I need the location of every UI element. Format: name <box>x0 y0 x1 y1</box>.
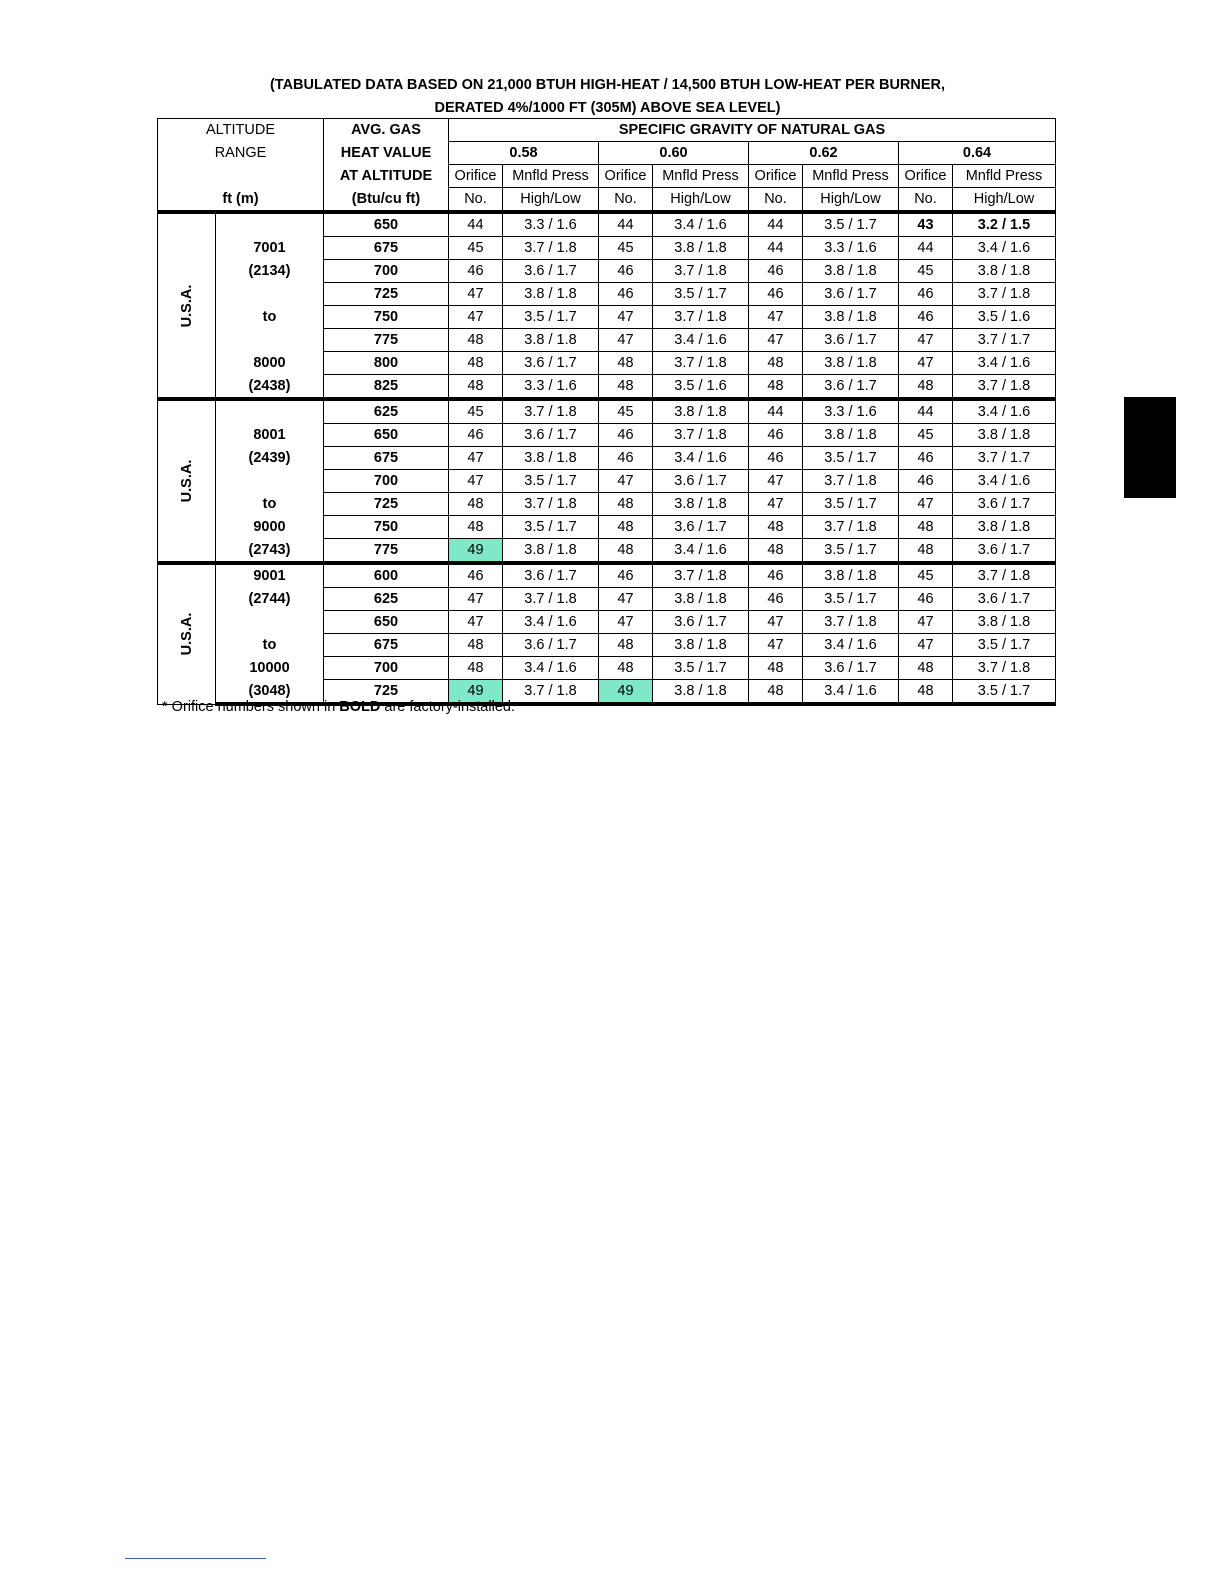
heat-value-cell: 650 <box>324 611 449 634</box>
orifice-cell: 47 <box>749 611 803 634</box>
altitude-range-cell: (2439) <box>216 447 324 470</box>
table-body <box>158 212 1056 704</box>
orifice-cell: 47 <box>449 283 503 306</box>
orifice-cell: 47 <box>749 634 803 657</box>
pressure-cell: 3.8 / 1.8 <box>653 493 749 516</box>
pressure-cell: 3.8 / 1.8 <box>653 588 749 611</box>
pressure-cell: 3.8 / 1.8 <box>503 539 599 564</box>
orifice-cell: 46 <box>899 306 953 329</box>
heat-value-cell: 675 <box>324 634 449 657</box>
orifice-cell: 47 <box>599 611 653 634</box>
heat-value-cell: 625 <box>324 399 449 424</box>
heat-value-cell: 800 <box>324 352 449 375</box>
pressure-cell: 3.5 / 1.7 <box>953 634 1056 657</box>
orifice-cell: 48 <box>749 516 803 539</box>
table-title <box>160 74 1055 120</box>
header-blank <box>158 165 324 188</box>
orifice-cell: 47 <box>899 611 953 634</box>
orifice-cell: 45 <box>899 563 953 588</box>
footnote <box>162 699 515 715</box>
pressure-cell: 3.4 / 1.6 <box>653 447 749 470</box>
orifice-cell: 45 <box>599 237 653 260</box>
orifice-cell: 47 <box>449 611 503 634</box>
title-line-2: DERATED 4%/1000 FT (305M) ABOVE SEA LEVEL) <box>434 100 781 116</box>
orifice-cell: 46 <box>449 424 503 447</box>
header-no: No. <box>599 188 653 213</box>
pressure-cell: 3.7 / 1.8 <box>653 306 749 329</box>
pressure-cell: 3.8 / 1.8 <box>953 260 1056 283</box>
altitude-range-cell <box>216 470 324 493</box>
header-orifice: Orifice <box>599 165 653 188</box>
table-row <box>158 237 1056 260</box>
heat-value-cell: 700 <box>324 470 449 493</box>
orifice-cell: 47 <box>899 329 953 352</box>
table-row <box>158 399 1056 424</box>
header-range: RANGE <box>158 142 324 165</box>
orifice-table <box>157 118 1056 706</box>
header-btu: (Btu/cu ft) <box>324 188 449 213</box>
header-altitude: ALTITUDE <box>158 119 324 142</box>
pressure-cell: 3.7 / 1.8 <box>803 516 899 539</box>
pressure-cell: 3.5 / 1.7 <box>503 306 599 329</box>
orifice-cell: 48 <box>449 634 503 657</box>
altitude-range-cell <box>216 283 324 306</box>
table-row <box>158 375 1056 400</box>
altitude-range-cell: to <box>216 634 324 657</box>
heat-value-cell: 725 <box>324 283 449 306</box>
heat-value-cell: 825 <box>324 375 449 400</box>
orifice-cell: 45 <box>899 260 953 283</box>
pressure-cell: 3.8 / 1.8 <box>503 329 599 352</box>
orifice-cell: 46 <box>899 447 953 470</box>
orifice-cell: 46 <box>599 563 653 588</box>
pressure-cell: 3.7 / 1.8 <box>953 375 1056 400</box>
pressure-cell: 3.4 / 1.6 <box>953 352 1056 375</box>
table-row <box>158 516 1056 539</box>
header-mnfld: Mnfld Press <box>503 165 599 188</box>
orifice-cell: 45 <box>449 237 503 260</box>
heat-value-cell: 675 <box>324 237 449 260</box>
table-row <box>158 588 1056 611</box>
orifice-cell: 47 <box>599 470 653 493</box>
pressure-cell: 3.8 / 1.8 <box>503 283 599 306</box>
orifice-cell: 49 <box>449 539 503 564</box>
altitude-range-cell: (3048) <box>216 680 324 705</box>
altitude-range-cell: 9000 <box>216 516 324 539</box>
pressure-cell: 3.6 / 1.7 <box>803 329 899 352</box>
altitude-range-cell <box>216 212 324 237</box>
pressure-cell: 3.6 / 1.7 <box>653 516 749 539</box>
altitude-range-cell: (2134) <box>216 260 324 283</box>
orifice-cell: 46 <box>599 260 653 283</box>
pressure-cell: 3.7 / 1.8 <box>653 260 749 283</box>
pressure-cell: 3.3 / 1.6 <box>803 399 899 424</box>
orifice-cell: 47 <box>599 329 653 352</box>
pressure-cell: 3.5 / 1.7 <box>953 680 1056 705</box>
header-ftm: ft (m) <box>158 188 324 213</box>
orifice-cell: 47 <box>449 306 503 329</box>
heat-value-cell: 625 <box>324 588 449 611</box>
pressure-cell: 3.7 / 1.8 <box>503 588 599 611</box>
table-row <box>158 329 1056 352</box>
orifice-cell: 48 <box>749 375 803 400</box>
pressure-cell: 3.4 / 1.6 <box>803 634 899 657</box>
pressure-cell: 3.6 / 1.7 <box>653 611 749 634</box>
pressure-cell: 3.5 / 1.7 <box>803 539 899 564</box>
pressure-cell: 3.6 / 1.7 <box>803 283 899 306</box>
region-cell <box>158 212 216 399</box>
heat-value-cell: 775 <box>324 329 449 352</box>
pressure-cell: 3.5 / 1.7 <box>803 588 899 611</box>
altitude-range-cell <box>216 399 324 424</box>
altitude-range-cell: (2743) <box>216 539 324 564</box>
pressure-cell: 3.4 / 1.6 <box>653 329 749 352</box>
orifice-cell: 48 <box>449 493 503 516</box>
orifice-cell: 46 <box>599 283 653 306</box>
orifice-cell: 45 <box>599 399 653 424</box>
orifice-cell: 48 <box>899 539 953 564</box>
orifice-cell: 46 <box>749 588 803 611</box>
orifice-cell: 46 <box>749 447 803 470</box>
header-sg-058: 0.58 <box>449 142 599 165</box>
header-avg-gas: AVG. GAS <box>324 119 449 142</box>
orifice-cell: 47 <box>749 493 803 516</box>
pressure-cell: 3.6 / 1.7 <box>953 493 1056 516</box>
orifice-cell: 47 <box>899 493 953 516</box>
altitude-range-cell: (2438) <box>216 375 324 400</box>
orifice-cell: 47 <box>899 352 953 375</box>
orifice-cell: 47 <box>749 470 803 493</box>
heat-value-cell: 650 <box>324 424 449 447</box>
altitude-range-cell: 10000 <box>216 657 324 680</box>
pressure-cell: 3.8 / 1.8 <box>803 424 899 447</box>
altitude-range-cell <box>216 611 324 634</box>
altitude-range-cell: to <box>216 306 324 329</box>
orifice-cell: 46 <box>749 260 803 283</box>
pressure-cell: 3.5 / 1.6 <box>953 306 1056 329</box>
pressure-cell: 3.4 / 1.6 <box>503 611 599 634</box>
pressure-cell: 3.8 / 1.8 <box>503 447 599 470</box>
heat-value-cell: 725 <box>324 680 449 705</box>
pressure-cell: 3.4 / 1.6 <box>953 470 1056 493</box>
region-cell <box>158 563 216 704</box>
pressure-cell: 3.8 / 1.8 <box>653 680 749 705</box>
altitude-range-cell <box>216 329 324 352</box>
header-no: No. <box>449 188 503 213</box>
table-row <box>158 283 1056 306</box>
orifice-cell: 46 <box>749 424 803 447</box>
table-row <box>158 493 1056 516</box>
orifice-cell: 47 <box>449 447 503 470</box>
pressure-cell: 3.7 / 1.8 <box>503 399 599 424</box>
heat-value-cell: 650 <box>324 212 449 237</box>
region-label: U.S.A. <box>178 459 195 503</box>
orifice-cell: 47 <box>449 588 503 611</box>
pressure-cell: 3.6 / 1.7 <box>503 563 599 588</box>
header-mnfld: Mnfld Press <box>953 165 1056 188</box>
orifice-cell: 46 <box>599 424 653 447</box>
orifice-cell: 44 <box>749 399 803 424</box>
table-row <box>158 212 1056 237</box>
heat-value-cell: 600 <box>324 563 449 588</box>
orifice-cell: 46 <box>449 563 503 588</box>
altitude-range-cell: 8001 <box>216 424 324 447</box>
orifice-cell: 48 <box>899 375 953 400</box>
header-highlow: High/Low <box>803 188 899 213</box>
orifice-cell: 47 <box>749 329 803 352</box>
pressure-cell: 3.5 / 1.7 <box>803 212 899 237</box>
orifice-cell: 43 <box>899 212 953 237</box>
table-row <box>158 563 1056 588</box>
orifice-cell: 46 <box>749 283 803 306</box>
orifice-cell: 47 <box>449 470 503 493</box>
orifice-cell: 46 <box>899 283 953 306</box>
heat-value-cell: 700 <box>324 657 449 680</box>
region-label: U.S.A. <box>178 284 195 327</box>
section-tab-marker <box>1124 397 1176 498</box>
orifice-cell: 49 <box>599 680 653 705</box>
orifice-cell: 48 <box>749 352 803 375</box>
pressure-cell: 3.7 / 1.8 <box>653 424 749 447</box>
pressure-cell: 3.4 / 1.6 <box>953 237 1056 260</box>
pressure-cell: 3.7 / 1.8 <box>503 493 599 516</box>
pressure-cell: 3.4 / 1.6 <box>953 399 1056 424</box>
table-row <box>158 657 1056 680</box>
region-cell <box>158 399 216 563</box>
pressure-cell: 3.7 / 1.8 <box>503 237 599 260</box>
pressure-cell: 3.7 / 1.8 <box>653 563 749 588</box>
pressure-cell: 3.3 / 1.6 <box>503 375 599 400</box>
altitude-range-cell: (2744) <box>216 588 324 611</box>
orifice-cell: 48 <box>449 352 503 375</box>
header-mnfld: Mnfld Press <box>653 165 749 188</box>
orifice-cell: 44 <box>899 399 953 424</box>
header-highlow: High/Low <box>653 188 749 213</box>
pressure-cell: 3.7 / 1.8 <box>503 680 599 705</box>
orifice-cell: 48 <box>449 657 503 680</box>
pressure-cell: 3.6 / 1.7 <box>953 588 1056 611</box>
pressure-cell: 3.6 / 1.7 <box>653 470 749 493</box>
pressure-cell: 3.4 / 1.6 <box>503 657 599 680</box>
orifice-cell: 48 <box>599 634 653 657</box>
orifice-cell: 49 <box>449 680 503 705</box>
pressure-cell: 3.8 / 1.8 <box>653 399 749 424</box>
heat-value-cell: 775 <box>324 539 449 564</box>
header-no: No. <box>749 188 803 213</box>
pressure-cell: 3.4 / 1.6 <box>803 680 899 705</box>
orifice-cell: 47 <box>899 634 953 657</box>
orifice-cell: 44 <box>899 237 953 260</box>
pressure-cell: 3.5 / 1.7 <box>803 493 899 516</box>
orifice-cell: 44 <box>599 212 653 237</box>
heat-value-cell: 675 <box>324 447 449 470</box>
header-heat-value: HEAT VALUE <box>324 142 449 165</box>
pressure-cell: 3.5 / 1.7 <box>653 283 749 306</box>
table-row <box>158 539 1056 564</box>
pressure-cell: 3.7 / 1.7 <box>953 329 1056 352</box>
pressure-cell: 3.7 / 1.8 <box>803 611 899 634</box>
orifice-cell: 48 <box>899 680 953 705</box>
pressure-cell: 3.6 / 1.7 <box>803 375 899 400</box>
orifice-cell: 47 <box>749 306 803 329</box>
orifice-cell: 48 <box>899 516 953 539</box>
orifice-cell: 46 <box>899 470 953 493</box>
header-sg-064: 0.64 <box>899 142 1056 165</box>
pressure-cell: 3.8 / 1.8 <box>953 611 1056 634</box>
header-sg-062: 0.62 <box>749 142 899 165</box>
header-mnfld: Mnfld Press <box>803 165 899 188</box>
pressure-cell: 3.5 / 1.7 <box>503 470 599 493</box>
heat-value-cell: 700 <box>324 260 449 283</box>
header-orifice: Orifice <box>749 165 803 188</box>
pressure-cell: 3.8 / 1.8 <box>953 424 1056 447</box>
footnote-prefix: * Orifice numbers shown in <box>162 699 340 715</box>
pressure-cell: 3.7 / 1.8 <box>653 352 749 375</box>
table-row <box>158 634 1056 657</box>
orifice-cell: 48 <box>899 657 953 680</box>
orifice-cell: 46 <box>449 260 503 283</box>
orifice-cell: 48 <box>599 516 653 539</box>
altitude-range-cell: to <box>216 493 324 516</box>
pressure-cell: 3.8 / 1.8 <box>803 306 899 329</box>
table-row <box>158 260 1056 283</box>
pressure-cell: 3.8 / 1.8 <box>953 516 1056 539</box>
orifice-cell: 47 <box>599 588 653 611</box>
pressure-cell: 3.3 / 1.6 <box>803 237 899 260</box>
pressure-cell: 3.7 / 1.7 <box>953 447 1056 470</box>
table-row <box>158 447 1056 470</box>
header-orifice: Orifice <box>449 165 503 188</box>
pressure-cell: 3.6 / 1.7 <box>503 352 599 375</box>
header-at-altitude: AT ALTITUDE <box>324 165 449 188</box>
table-row <box>158 611 1056 634</box>
orifice-cell: 48 <box>449 516 503 539</box>
pressure-cell: 3.8 / 1.8 <box>653 634 749 657</box>
orifice-cell: 48 <box>749 539 803 564</box>
header-sg-title: SPECIFIC GRAVITY OF NATURAL GAS <box>449 119 1056 142</box>
pressure-cell: 3.6 / 1.7 <box>503 260 599 283</box>
orifice-cell: 46 <box>899 588 953 611</box>
header-highlow: High/Low <box>503 188 599 213</box>
pressure-cell: 3.4 / 1.6 <box>653 212 749 237</box>
orifice-cell: 48 <box>449 329 503 352</box>
table-row <box>158 306 1056 329</box>
orifice-cell: 48 <box>599 375 653 400</box>
orifice-cell: 45 <box>899 424 953 447</box>
heat-value-cell: 750 <box>324 306 449 329</box>
pressure-cell: 3.8 / 1.8 <box>803 352 899 375</box>
pressure-cell: 3.4 / 1.6 <box>653 539 749 564</box>
pressure-cell: 3.5 / 1.7 <box>653 657 749 680</box>
footnote-bold: BOLD <box>339 699 381 715</box>
header-sg-060: 0.60 <box>599 142 749 165</box>
altitude-range-cell: 7001 <box>216 237 324 260</box>
orifice-cell: 48 <box>449 375 503 400</box>
heat-value-cell: 750 <box>324 516 449 539</box>
pressure-cell: 3.8 / 1.8 <box>653 237 749 260</box>
orifice-cell: 48 <box>599 657 653 680</box>
footnote-suffix: are factory-installed. <box>380 699 515 715</box>
orifice-cell: 48 <box>749 657 803 680</box>
header-orifice: Orifice <box>899 165 953 188</box>
footer-rule <box>125 1558 266 1559</box>
table-row <box>158 352 1056 375</box>
pressure-cell: 3.7 / 1.8 <box>953 563 1056 588</box>
header-highlow: High/Low <box>953 188 1056 213</box>
pressure-cell: 3.6 / 1.7 <box>803 657 899 680</box>
pressure-cell: 3.6 / 1.7 <box>503 634 599 657</box>
orifice-cell: 46 <box>599 447 653 470</box>
orifice-cell: 45 <box>449 399 503 424</box>
pressure-cell: 3.8 / 1.8 <box>803 260 899 283</box>
pressure-cell: 3.2 / 1.5 <box>953 212 1056 237</box>
region-label: U.S.A. <box>178 612 195 656</box>
pressure-cell: 3.5 / 1.7 <box>503 516 599 539</box>
pressure-cell: 3.7 / 1.8 <box>953 657 1056 680</box>
heat-value-cell: 725 <box>324 493 449 516</box>
pressure-cell: 3.7 / 1.8 <box>953 283 1056 306</box>
altitude-range-cell: 8000 <box>216 352 324 375</box>
pressure-cell: 3.6 / 1.7 <box>503 424 599 447</box>
orifice-cell: 44 <box>749 237 803 260</box>
orifice-cell: 48 <box>599 352 653 375</box>
header-no: No. <box>899 188 953 213</box>
orifice-cell: 48 <box>599 539 653 564</box>
orifice-cell: 48 <box>599 493 653 516</box>
orifice-cell: 44 <box>749 212 803 237</box>
table-row <box>158 424 1056 447</box>
pressure-cell: 3.5 / 1.6 <box>653 375 749 400</box>
pressure-cell: 3.5 / 1.7 <box>803 447 899 470</box>
orifice-cell: 44 <box>449 212 503 237</box>
table-row <box>158 470 1056 493</box>
title-line-1: (TABULATED DATA BASED ON 21,000 BTUH HIGH-HEAT / 14,500 BTUH LOW-HEAT PER BURNER, <box>269 77 946 93</box>
pressure-cell: 3.8 / 1.8 <box>803 563 899 588</box>
pressure-cell: 3.7 / 1.8 <box>803 470 899 493</box>
orifice-cell: 48 <box>749 680 803 705</box>
pressure-cell: 3.3 / 1.6 <box>503 212 599 237</box>
pressure-cell: 3.6 / 1.7 <box>953 539 1056 564</box>
orifice-cell: 46 <box>749 563 803 588</box>
orifice-cell: 47 <box>599 306 653 329</box>
altitude-range-cell: 9001 <box>216 563 324 588</box>
